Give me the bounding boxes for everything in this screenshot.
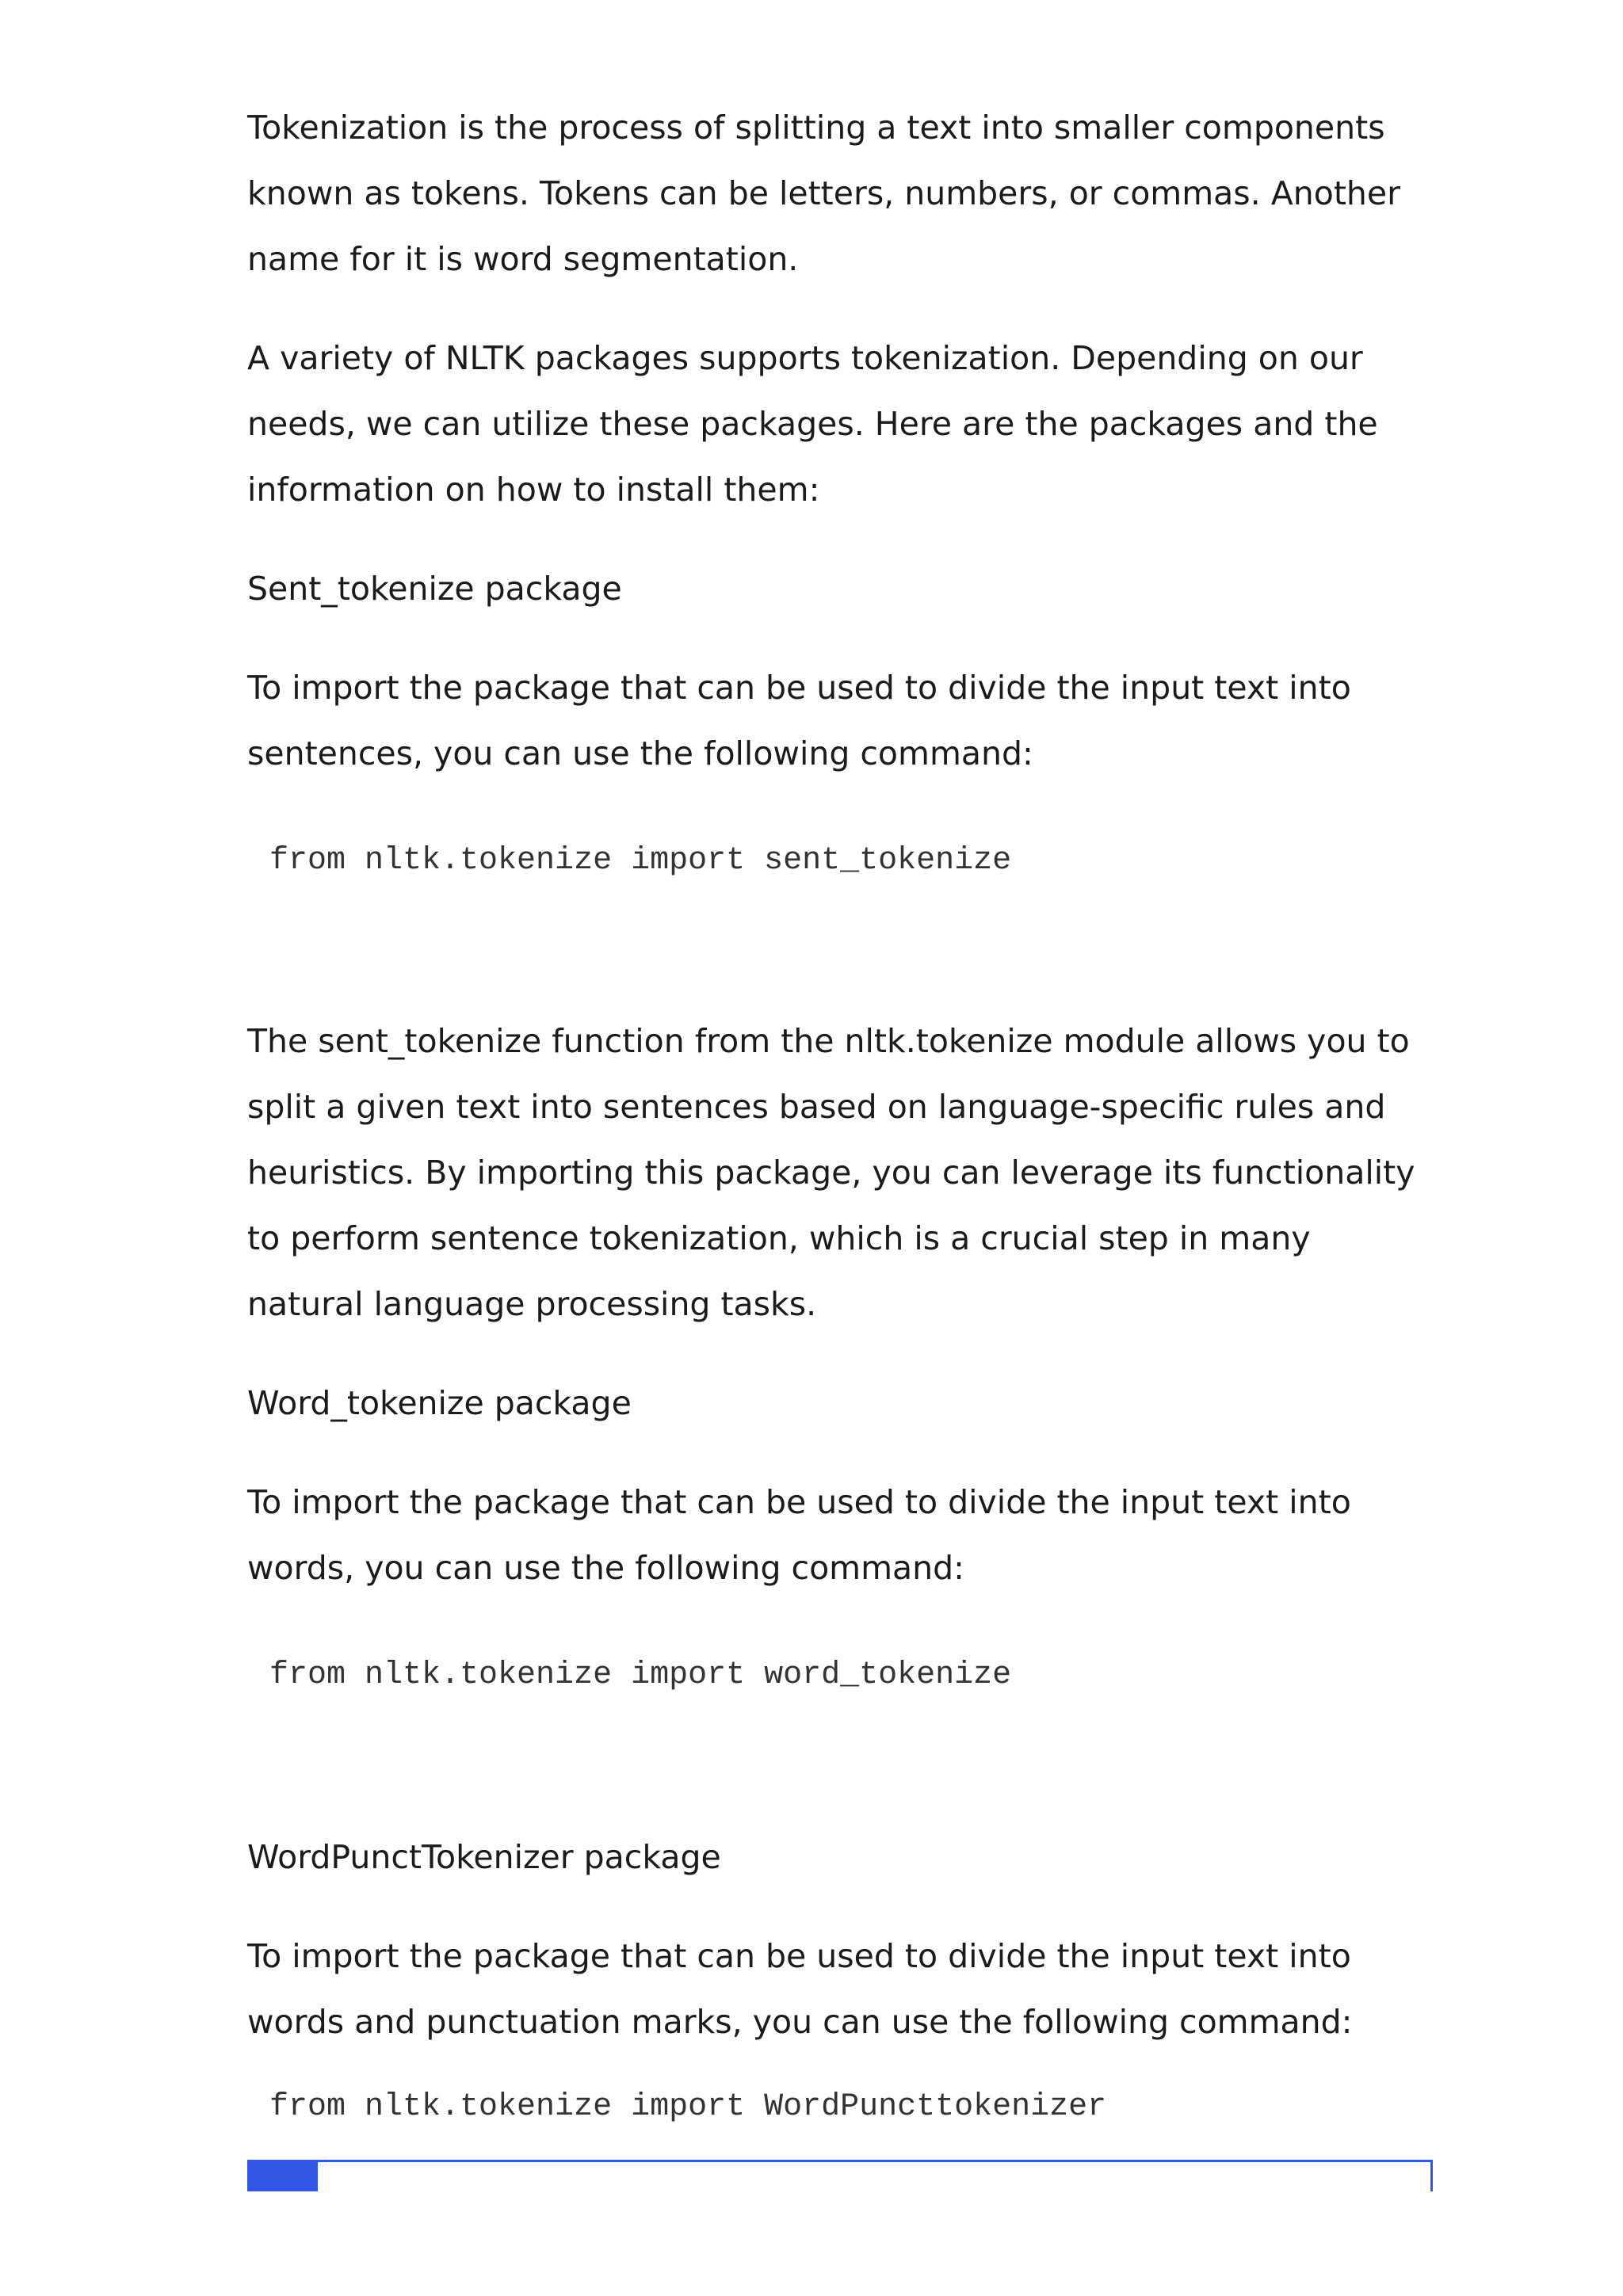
- sent-tokenize-description: To import the package that can be used to divide the input text into sentences, you can use the following command:: [247, 669, 1351, 772]
- document-body: [247, 95, 1433, 2126]
- footer-right-tick: [1430, 2160, 1433, 2191]
- wordpunct-tokenizer-code: from nltk.tokenize import WordPuncttokenizer: [269, 2089, 1107, 2125]
- packages-paragraph: A variety of NLTK packages supports tokenization. Depending on our needs, we can utilize these packages. Here are the packages and the information on how to install them:: [247, 339, 1378, 509]
- wordpunct-tokenizer-heading: WordPunctTokenizer package: [247, 1838, 721, 1876]
- footer-rule: [318, 2160, 1433, 2162]
- footer-accent-block: [247, 2160, 318, 2191]
- word-tokenize-code: from nltk.tokenize import word_tokenize: [269, 1657, 1012, 1693]
- sent-tokenize-code: from nltk.tokenize import sent_tokenize: [269, 843, 1012, 879]
- intro-paragraph: Tokenization is the process of splitting a text into smaller components known as tokens. Tokens can be letters, numbers, or commas. Another name for it is word segmentation.: [247, 109, 1400, 278]
- page-footer: [247, 2160, 1433, 2191]
- sent-tokenize-heading: Sent_tokenize package: [247, 570, 622, 608]
- wordpunct-tokenizer-description: To import the package that can be used to divide the input text into words and punctuation marks, you can use the following command:: [247, 1937, 1353, 2041]
- word-tokenize-heading: Word_tokenize package: [247, 1384, 632, 1422]
- sent-tokenize-explanation: The sent_tokenize function from the nltk.tokenize module allows you to split a given text into sentences based on language-specific rules and heuristics. By importing this package, you can leverage its functionality to perform sentence tokenization, which is a crucial step in many natural language processing tasks.: [247, 1022, 1415, 1323]
- word-tokenize-description: To import the package that can be used to divide the input text into words, you can use the following command:: [247, 1483, 1351, 1587]
